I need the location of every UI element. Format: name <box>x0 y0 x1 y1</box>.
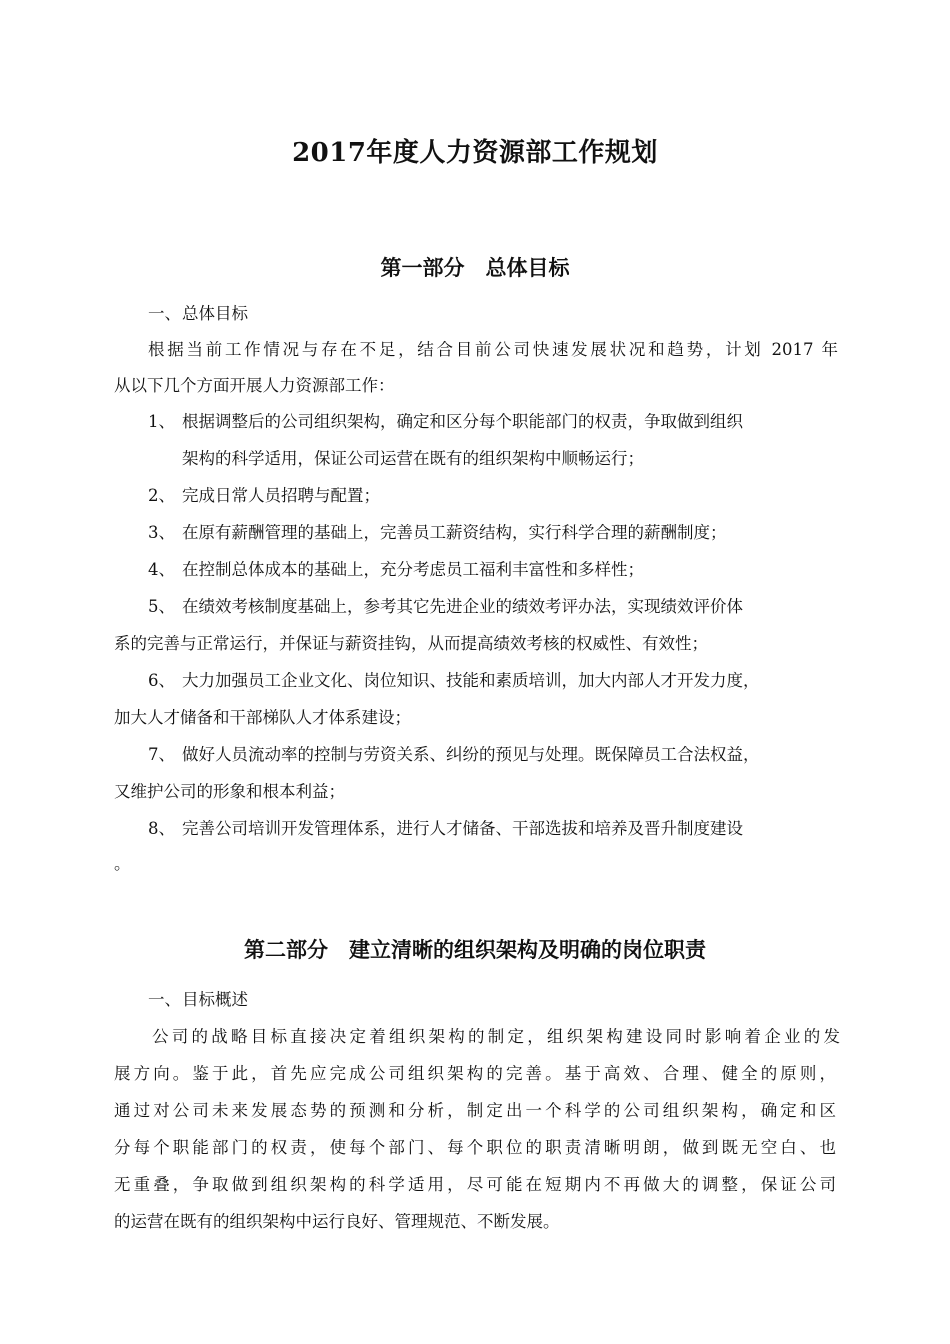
list-item-text: 在原有薪酬管理的基础上，完善员工薪资结构，实行科学合理的薪酬制度； <box>182 523 727 542</box>
list-item-number: 6、 <box>148 671 175 690</box>
part2-paragraph-line: 无重叠，争取做到组织架构的科学适用，尽可能在短期内不再做大的调整，保证公司 <box>114 1175 836 1194</box>
list-item <box>148 484 380 508</box>
part2-paragraph-line: 通过对公司未来发展态势的预测和分析，制定出一个科学的公司组织架构，确定和区 <box>114 1101 836 1120</box>
part2-paragraph-line: 分每个职能部门的权责，使每个部门、每个职位的职责清晰明朗，做到既无空白、也 <box>114 1138 836 1157</box>
part1-heading: 第一部分 总体目标 <box>380 255 570 280</box>
list-item-continuation: 。 <box>114 854 131 873</box>
list-item-text: 在绩效考核制度基础上，参考其它先进企业的绩效考评办法，实现绩效评价体 <box>182 597 743 616</box>
list-item-text: 完善公司培训开发管理体系，进行人才储备、干部选拔和培养及晋升制度建设 <box>182 819 743 838</box>
part2-subheading <box>148 988 248 1012</box>
list-item-number: 2、 <box>148 486 175 505</box>
list-item <box>148 817 743 841</box>
list-item-continuation: 架构的科学适用，保证公司运营在既有的组织架构中顺畅运行； <box>182 449 644 468</box>
part2-subheading-number: 一、 <box>148 990 181 1009</box>
list-item-text: 完成日常人员招聘与配置； <box>182 486 380 505</box>
list-item-number: 4、 <box>148 560 175 579</box>
list-item-text: 根据调整后的公司组织架构，确定和区分每个职能部门的权责，争取做到组织 <box>182 412 743 431</box>
part1-intro-line2: 从以下几个方面开展人力资源部工作： <box>114 376 395 395</box>
list-item-number: 1、 <box>148 412 175 431</box>
part1-intro-line1: 根据当前工作情况与存在不足，结合目前公司快速发展状况和趋势，计划 2017 年 <box>148 340 838 359</box>
part2-subheading-label: 目标概述 <box>182 990 248 1009</box>
list-item-continuation: 系的完善与正常运行，并保证与薪资挂钩，从而提高绩效考核的权威性、有效性； <box>114 634 708 653</box>
part2-paragraph-line: 展方向。鉴于此，首先应完成公司组织架构的完善。基于高效、合理、健全的原则， <box>114 1064 836 1083</box>
list-item <box>148 410 743 434</box>
part1-subheading-label: 总体目标 <box>182 304 248 323</box>
list-item <box>148 558 644 582</box>
list-item-number: 8、 <box>148 819 175 838</box>
list-item-number: 5、 <box>148 597 175 616</box>
part1-subheading-number: 一、 <box>148 304 181 323</box>
part2-heading: 第二部分 建立清晰的组织架构及明确的岗位职责 <box>244 937 706 962</box>
part2-paragraph-line: 的运营在既有的组织架构中运行良好、管理规范、不断发展。 <box>114 1212 560 1231</box>
list-item <box>148 669 760 693</box>
list-item-number: 3、 <box>148 523 175 542</box>
part1-subheading <box>148 302 248 326</box>
list-item-continuation: 加大人才储备和干部梯队人才体系建设； <box>114 708 411 727</box>
list-item <box>148 743 760 767</box>
list-item-continuation: 又维护公司的形象和根本利益； <box>114 782 345 801</box>
list-item-text: 大力加强员工企业文化、岗位知识、技能和素质培训，加大内部人才开发力度， <box>182 671 760 690</box>
list-item-number: 7、 <box>148 745 175 764</box>
list-item <box>148 595 743 619</box>
document-title: 2017年度人力资源部工作规划 <box>292 138 658 168</box>
list-item-text: 做好人员流动率的控制与劳资关系、纠纷的预见与处理。既保障员工合法权益， <box>182 745 760 764</box>
list-item-text: 在控制总体成本的基础上，充分考虑员工福利丰富性和多样性； <box>182 560 644 579</box>
list-item <box>148 521 727 545</box>
part2-paragraph-line: 公司的战略目标直接决定着组织架构的制定，组织架构建设同时影响着企业的发 <box>152 1027 840 1046</box>
